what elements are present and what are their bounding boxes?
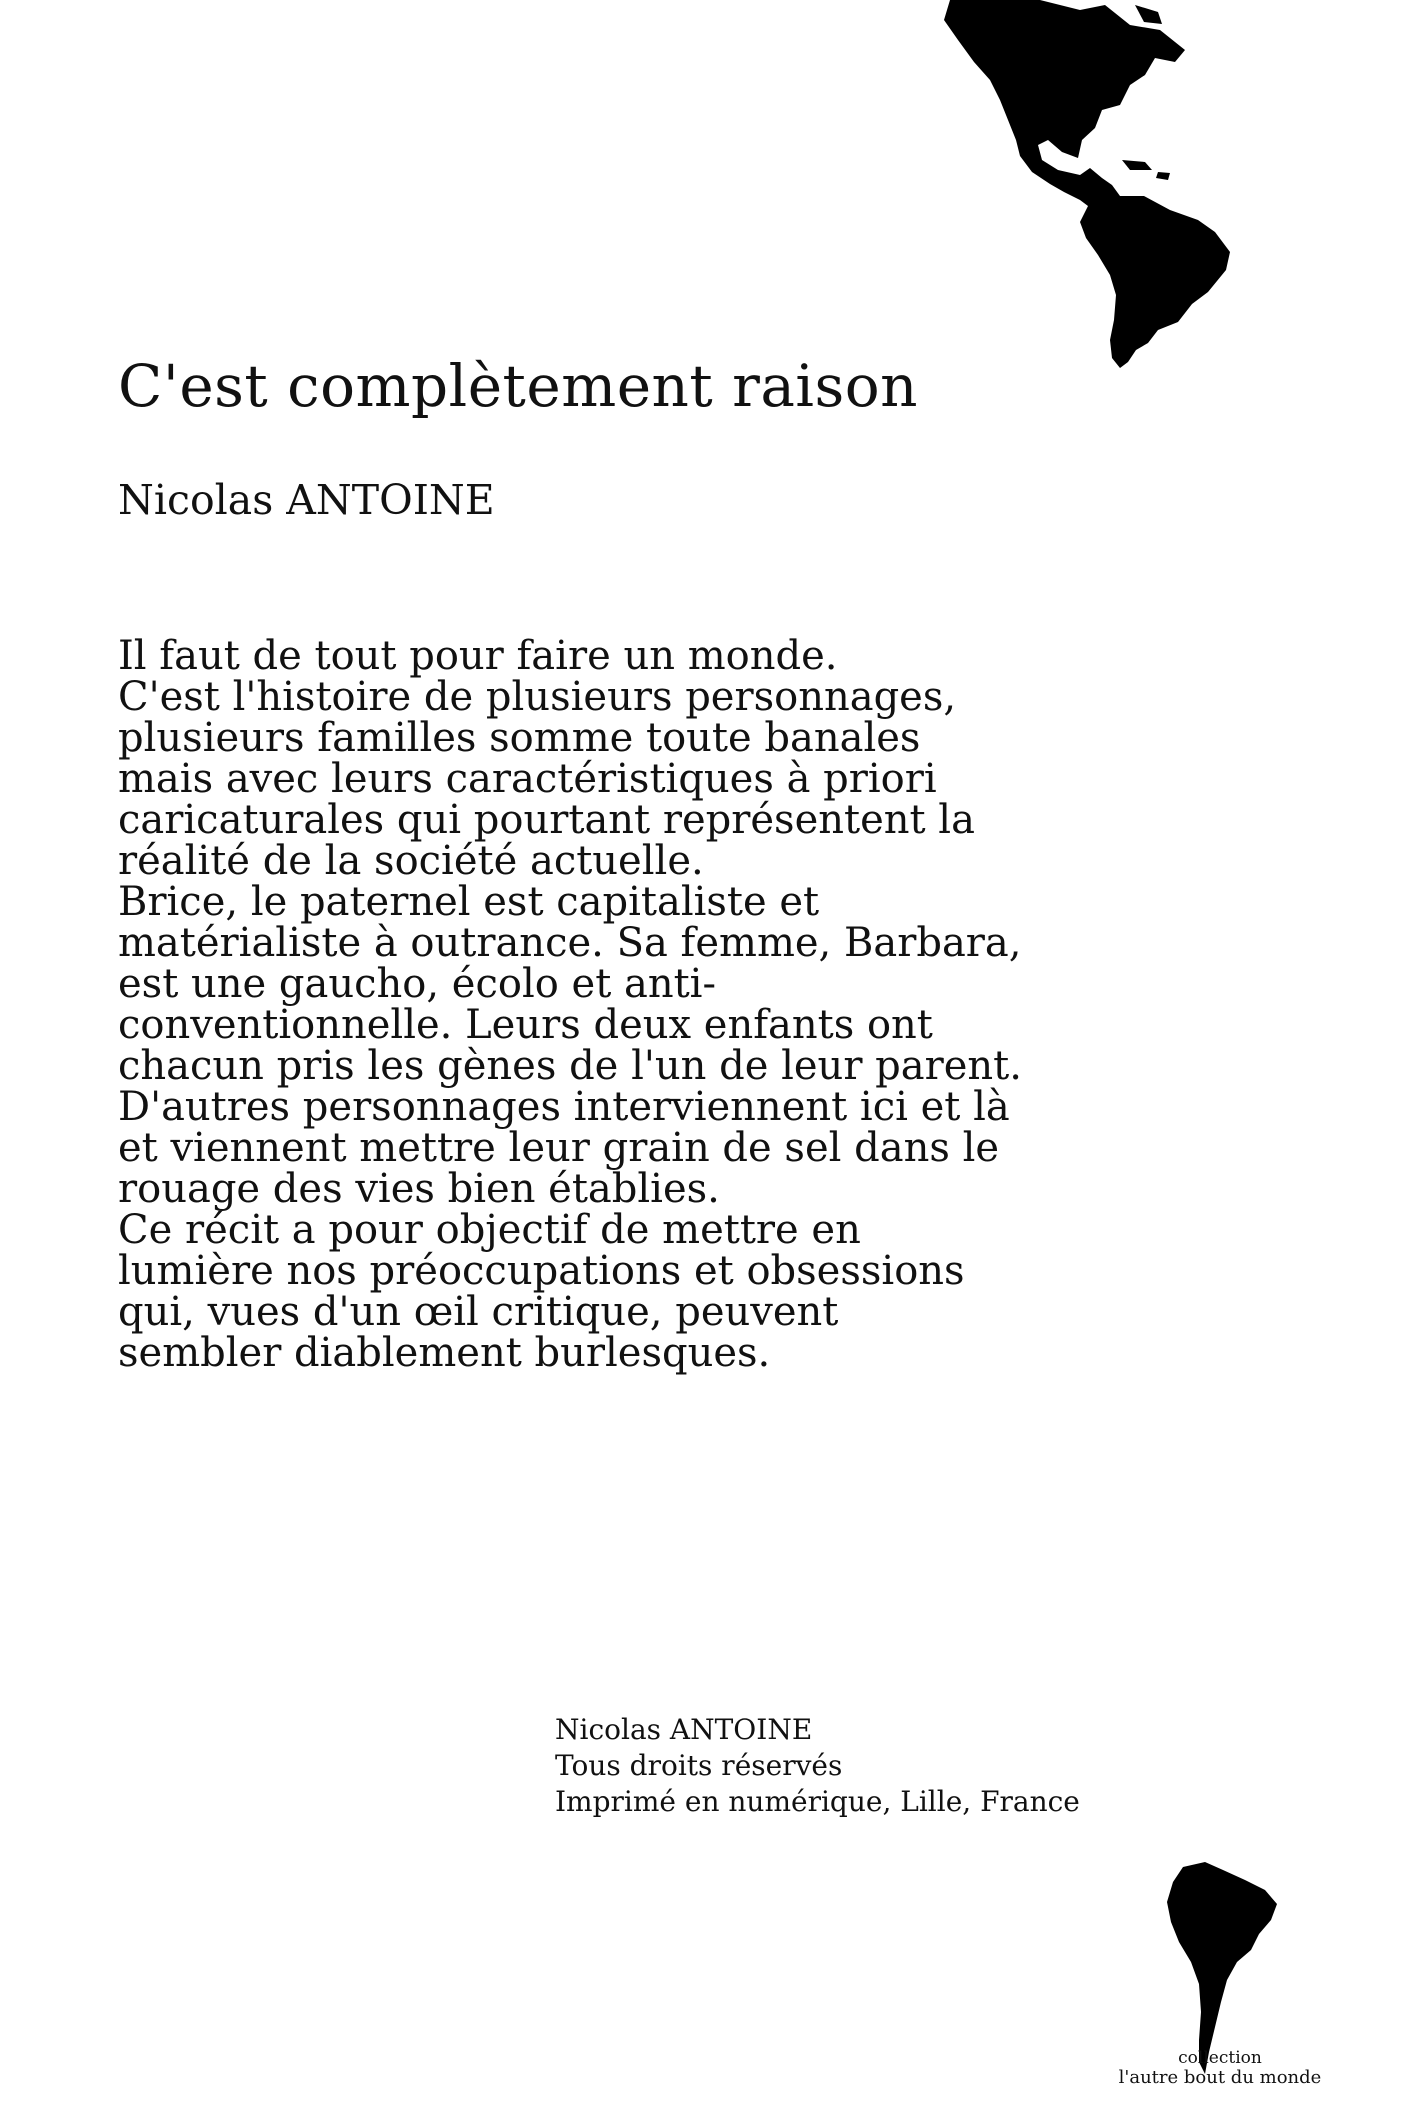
collection-label: collection	[1178, 2048, 1262, 2068]
synopsis-line: Ce récit a pour objectif de mettre en	[118, 1207, 861, 1253]
synopsis-line: et viennent mettre leur grain de sel dans le	[118, 1125, 1000, 1171]
synopsis-line: chacun pris les gènes de l'un de leur parent.	[118, 1043, 1022, 1089]
synopsis-line: D'autres personnages interviennent ici et là	[118, 1084, 1010, 1130]
book-title: C'est complètement raison	[118, 352, 919, 420]
synopsis-line: sembler diablement burlesques.	[118, 1330, 771, 1376]
synopsis-line: lumière nos préoccupations et obsessions	[118, 1248, 965, 1294]
synopsis-line: plusieurs familles somme toute banales	[118, 715, 921, 761]
book-author: Nicolas ANTOINE	[118, 476, 495, 524]
colophon	[555, 1712, 1080, 1820]
americas-map-icon	[930, 0, 1260, 370]
synopsis-line: matérialiste à outrance. Sa femme, Barbara,	[118, 920, 1022, 966]
colophon-rights: Tous droits réservés	[555, 1749, 843, 1782]
synopsis-line: rouage des vies bien établies.	[118, 1166, 720, 1212]
synopsis-line: Il faut de tout pour faire un monde.	[118, 633, 838, 679]
synopsis-line: Brice, le paternel est capitaliste et	[118, 879, 820, 925]
synopsis-line: qui, vues d'un œil critique, peuvent	[118, 1289, 839, 1335]
colophon-printed: Imprimé en numérique, Lille, France	[555, 1785, 1080, 1818]
collection-logo	[1100, 2048, 1340, 2088]
collection-name: l'autre bout du monde	[1118, 2067, 1322, 2088]
colophon-author: Nicolas ANTOINE	[555, 1713, 813, 1746]
synopsis-line: mais avec leurs caractéristiques à priori	[118, 756, 937, 802]
synopsis-line: caricaturales qui pourtant représentent la	[118, 797, 975, 843]
synopsis-line: est une gaucho, écolo et anti-	[118, 961, 716, 1007]
synopsis-line: conventionnelle. Leurs deux enfants ont	[118, 1002, 933, 1048]
synopsis-line: réalité de la société actuelle.	[118, 838, 704, 884]
synopsis-line: C'est l'histoire de plusieurs personnages,	[118, 674, 957, 720]
synopsis-text	[118, 633, 1098, 1376]
